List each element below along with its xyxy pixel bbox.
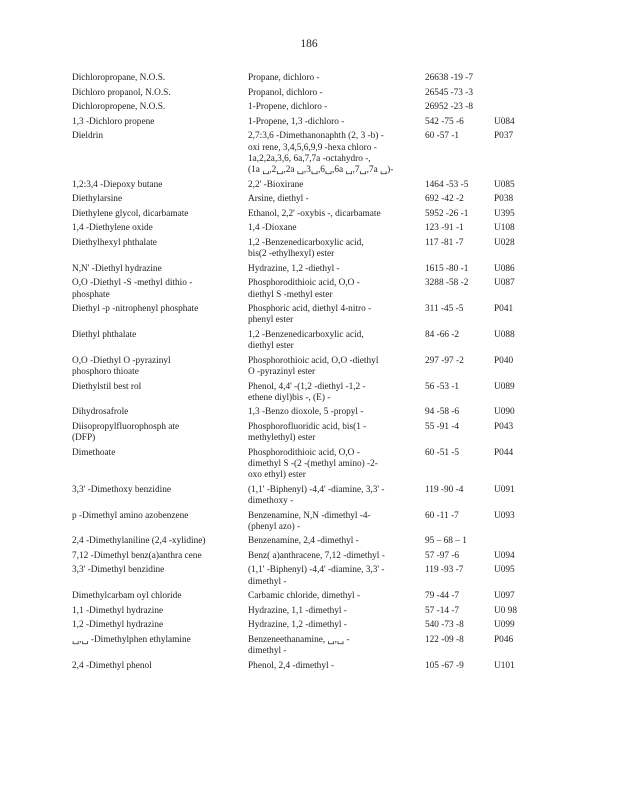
- table-row: [0, 304, 618, 330]
- row-cas-number: 3288 -58 -2: [425, 278, 469, 289]
- row-waste-code: U101: [494, 660, 515, 671]
- row-cas-number: 79 -44 -7: [425, 591, 460, 602]
- row-waste-name: 2,4 -Dimethylaniline (2,4 -xylidine): [72, 536, 206, 547]
- row-cas-number: 297 -97 -2: [425, 355, 464, 366]
- row-cas-number: 94 -58 -6: [425, 407, 460, 418]
- row-chemical-name: (1,1' -Biphenyl) -4,4' -diamine, 3,3' - dimethyl -: [248, 565, 385, 587]
- row-waste-code: P044: [494, 447, 514, 458]
- row-cas-number: 26545 -73 -3: [425, 87, 474, 98]
- row-cas-number: 123 -91 -1: [425, 223, 464, 234]
- row-chemical-name: Phosphorofluoridic acid, bis(1 - methylethyl) ester: [248, 421, 367, 444]
- page-number: 186: [300, 38, 318, 50]
- table-row: [0, 511, 618, 537]
- row-chemical-name: Hydrazine, 1,2 -dimethyl -: [248, 620, 347, 631]
- row-cas-number: 26638 -19 -7: [425, 73, 474, 83]
- row-chemical-name: 1,2 -Benzenedicarboxylic acid, diethyl ester: [248, 329, 364, 352]
- row-cas-number: 117 -81 -7: [425, 237, 464, 248]
- row-chemical-name: Propane, dichloro -: [248, 73, 320, 83]
- row-waste-name: 2,4 -Dimethyl phenol: [72, 660, 152, 671]
- row-chemical-name: (1,1' -Biphenyl) -4,4' -diamine, 3,3' - dimethoxy -: [248, 484, 385, 506]
- row-chemical-name: Benz( a)anthracene, 7,12 -dimethyl -: [248, 550, 385, 561]
- row-waste-name: Dichloro propanol, N.O.S.: [72, 87, 171, 98]
- row-cas-number: 26952 -23 -8: [425, 102, 474, 113]
- row-chemical-name: Benzenamine, N,N -dimethyl -4- (phenyl azo) -: [248, 510, 371, 532]
- row-waste-name: Dieldrin: [72, 131, 103, 142]
- row-chemical-name: Arsine, diethyl -: [248, 194, 309, 205]
- row-chemical-name: Propanol, dichloro -: [248, 87, 323, 98]
- row-waste-code: U084: [494, 116, 515, 127]
- row-waste-code: U087: [494, 278, 515, 289]
- table-row: [0, 448, 618, 485]
- table-row: [0, 422, 618, 448]
- row-waste-name: p -Dimethyl amino azobenzene: [72, 510, 189, 521]
- row-waste-name: Diethylhexyl phthalate: [72, 237, 157, 248]
- row-chemical-name: Phosphorothioic acid, O,O -diethyl O -pyrazinyl ester: [248, 355, 379, 377]
- table-row: [0, 356, 618, 382]
- table-row: [0, 551, 618, 566]
- row-waste-name: 1,4 -Diethylene oxide: [72, 223, 153, 234]
- row-cas-number: 56 -53 -1: [425, 381, 460, 392]
- row-cas-number: 60 -11 -7: [425, 510, 459, 521]
- table-row: [0, 209, 618, 224]
- row-cas-number: 1615 -80 -1: [425, 263, 469, 274]
- row-cas-number: 119 -90 -4: [425, 484, 464, 495]
- table-row: [0, 661, 618, 676]
- row-waste-code: U093: [494, 510, 515, 521]
- row-waste-code: P046: [494, 635, 514, 646]
- row-waste-name: O,O -Diethyl -S -methyl dithio - phosphate: [72, 278, 193, 300]
- row-cas-number: 119 -93 -7: [425, 565, 464, 576]
- row-cas-number: 692 -42 -2: [425, 194, 464, 205]
- row-waste-name: 3,3' -Dimethoxy benzidine: [72, 484, 172, 495]
- row-waste-code: P037: [494, 131, 514, 142]
- row-chemical-name: Hydrazine, 1,2 -diethyl -: [248, 263, 340, 274]
- row-cas-number: 105 -67 -9: [425, 660, 464, 671]
- row-waste-name: Diethylarsine: [72, 194, 123, 205]
- row-chemical-name: Phosphorodithioic acid, O,O - diethyl S -methyl ester: [248, 278, 360, 300]
- row-cas-number: 55 -91 -4: [425, 421, 460, 432]
- table-row: [0, 635, 618, 661]
- row-waste-name: 7,12 -Dimethyl benz(a)anthra cene: [72, 550, 202, 561]
- table-row: [0, 407, 618, 422]
- row-cas-number: 542 -75 -6: [425, 116, 464, 127]
- row-cas-number: 60 -51 -5: [425, 447, 460, 458]
- row-waste-name: Diethyl phthalate: [72, 329, 137, 340]
- row-chemical-name: Carbamic chloride, dimethyl -: [248, 591, 361, 602]
- table-row: [0, 264, 618, 279]
- row-waste-name: Diethylstil best rol: [72, 381, 142, 392]
- row-cas-number: 84 -66 -2: [425, 329, 460, 340]
- row-cas-number: 5952 -26 -1: [425, 208, 469, 219]
- row-waste-code: P041: [494, 304, 514, 315]
- row-cas-number: 60 -57 -1: [425, 131, 460, 142]
- row-chemical-name: Hydrazine, 1,1 -dimethyl -: [248, 605, 347, 616]
- row-waste-name: N,N' -Diethyl hydrazine: [72, 263, 162, 274]
- table-row: [0, 485, 618, 511]
- row-cas-number: 57 -14 -7: [425, 605, 460, 616]
- row-cas-number: 1464 -53 -5: [425, 179, 469, 190]
- row-waste-name: 1,2:3,4 -Diepoxy butane: [72, 179, 163, 190]
- row-chemical-name: 1-Propene, 1,3 -dichloro -: [248, 116, 345, 127]
- table-row: [0, 117, 618, 132]
- row-waste-code: U097: [494, 591, 515, 602]
- row-waste-name: Dimethoate: [72, 447, 116, 458]
- row-chemical-name: Phenol, 4,4' -(1,2 -diethyl -1,2 - ethene diyl)bis -, (E) -: [248, 381, 366, 403]
- row-waste-code: U028: [494, 237, 515, 248]
- table-row: [0, 131, 618, 179]
- row-waste-code: U095: [494, 565, 515, 576]
- row-waste-code: U085: [494, 179, 515, 190]
- row-cas-number: 95 – 68 – 1: [425, 536, 467, 547]
- row-chemical-name: Phosphoric acid, diethyl 4-nitro - phenyl ester: [248, 304, 372, 326]
- table-row: [0, 88, 618, 103]
- row-waste-code: U094: [494, 550, 515, 561]
- row-waste-code: U088: [494, 329, 515, 340]
- row-chemical-name: 2,2' -Bioxirane: [248, 179, 304, 190]
- row-waste-code: U108: [494, 223, 515, 234]
- table-row: [0, 591, 618, 606]
- row-waste-name: 1,2 -Dimethyl hydrazine: [72, 620, 164, 631]
- table-row: [0, 278, 618, 304]
- row-waste-name: Dihydrosafrole: [72, 407, 129, 418]
- row-waste-code: U091: [494, 484, 515, 495]
- row-waste-name: 1,3 -Dichloro propene: [72, 116, 155, 127]
- table-row: [0, 536, 618, 551]
- row-chemical-name: Phosphorodithioic acid, O,O - dimethyl S -(2 -(methyl amino) -2- oxo ethyl) ester: [248, 447, 378, 481]
- row-waste-name: Diethylene glycol, dicarbamate: [72, 208, 189, 219]
- table-row: [0, 565, 618, 591]
- row-waste-code: P038: [494, 194, 514, 205]
- table-row: [0, 382, 618, 408]
- row-waste-name: Diisopropylfluorophosph ate (DFP): [72, 421, 180, 444]
- waste-code-table: [0, 73, 618, 675]
- row-chemical-name: Ethanol, 2,2' -oxybis -, dicarbamate: [248, 208, 381, 219]
- table-row: [0, 223, 618, 238]
- row-cas-number: 311 -45 -5: [425, 304, 464, 315]
- table-row: [0, 102, 618, 117]
- row-waste-code: U0 98: [494, 605, 517, 616]
- row-waste-code: U099: [494, 620, 515, 631]
- row-cas-number: 540 -73 -8: [425, 620, 464, 631]
- row-waste-code: U089: [494, 381, 515, 392]
- table-row: [0, 194, 618, 209]
- row-chemical-name: Phenol, 2,4 -dimethyl -: [248, 660, 334, 671]
- row-cas-number: 57 -97 -6: [425, 550, 460, 561]
- row-waste-name: 3,3' -Dimethyl benzidine: [72, 565, 165, 576]
- row-chemical-name: 1-Propene, dichloro -: [248, 102, 328, 113]
- row-waste-name: ␣,␣ -Dimethylphen ethylamine: [72, 635, 191, 646]
- row-chemical-name: Benzeneethanamine, ␣,␣ - dimethyl -: [248, 635, 350, 657]
- table-row: [0, 238, 618, 264]
- row-cas-number: 122 -09 -8: [425, 635, 464, 646]
- row-waste-name: Dichloropropane, N.O.S.: [72, 73, 166, 83]
- table-row: [0, 330, 618, 356]
- row-waste-name: O,O -Diethyl O -pyrazinyl phosphoro thioate: [72, 355, 171, 377]
- row-chemical-name: 1,3 -Benzo dioxole, 5 -propyl -: [248, 407, 364, 418]
- row-chemical-name: Benzenamine, 2,4 -dimethyl -: [248, 536, 359, 547]
- row-chemical-name: 1,2 -Benzenedicarboxylic acid, bis(2 -ethylhexyl) ester: [248, 237, 364, 260]
- table-row: [0, 606, 618, 621]
- row-waste-code: U090: [494, 407, 515, 418]
- row-waste-code: U395: [494, 208, 515, 219]
- row-chemical-name: 2,7:3,6 -Dimethanonaphth (2, 3 -b) - oxi rene, 3,4,5,6,9,9 -hexa chloro - 1a,2,2a,3,6, 6a,7,7a -octahydro -, (1a ␣,2␣,2a ␣,3␣,6␣,6a ␣,7␣,7a ␣)-: [248, 131, 394, 175]
- table-row: [0, 620, 618, 635]
- table-row: [0, 73, 618, 88]
- row-waste-name: Dichloropropene, N.O.S.: [72, 102, 166, 113]
- row-waste-name: Dimethylcarbam oyl chloride: [72, 591, 182, 602]
- row-waste-name: Diethyl -p -nitrophenyl phosphate: [72, 304, 199, 315]
- table-row: [0, 180, 618, 195]
- row-waste-code: P040: [494, 355, 514, 366]
- row-waste-name: 1,1 -Dimethyl hydrazine: [72, 605, 164, 616]
- row-waste-code: U086: [494, 263, 515, 274]
- row-waste-code: P043: [494, 421, 514, 432]
- row-chemical-name: 1,4 -Dioxane: [248, 223, 297, 234]
